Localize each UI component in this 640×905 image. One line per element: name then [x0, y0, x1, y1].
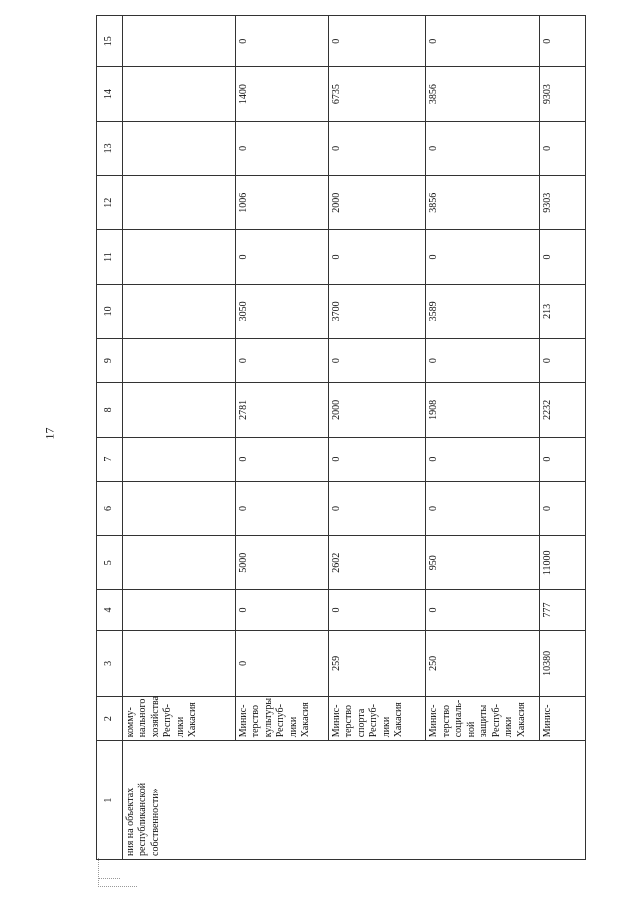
value-cell: 0: [426, 338, 539, 382]
column-header: 11: [97, 230, 123, 284]
value-cell: [122, 67, 235, 121]
value-cell: 0: [426, 16, 539, 67]
table-header-row: [97, 16, 123, 860]
value-cell: [122, 338, 235, 382]
column-header: 14: [97, 67, 123, 121]
column-header: 9: [97, 338, 123, 382]
value-cell: 3856: [426, 67, 539, 121]
executor-cell: комму- нального хозяйства Респуб- лики Хакасия: [122, 697, 235, 741]
value-cell: [122, 284, 235, 338]
page-number: 17: [42, 427, 57, 440]
value-cell: 1006: [235, 176, 328, 230]
value-cell: 0: [328, 230, 426, 284]
value-cell: 0: [426, 437, 539, 481]
table-row: [328, 16, 426, 860]
value-cell: 2781: [235, 383, 328, 437]
value-cell: 777: [539, 590, 585, 630]
value-cell: 0: [328, 338, 426, 382]
value-cell: 0: [328, 16, 426, 67]
table-row: [122, 16, 235, 860]
value-cell: [122, 383, 235, 437]
value-cell: [122, 536, 235, 590]
column-header: 8: [97, 383, 123, 437]
value-cell: 0: [539, 437, 585, 481]
value-cell: [122, 481, 235, 535]
column-header: 10: [97, 284, 123, 338]
value-cell: 0: [539, 230, 585, 284]
executor-cell: Минис-: [539, 697, 585, 741]
column-header: 1: [97, 741, 123, 860]
value-cell: 0: [539, 16, 585, 67]
column-header: 12: [97, 176, 123, 230]
value-cell: [122, 437, 235, 481]
value-cell: 0: [328, 121, 426, 175]
value-cell: 2000: [328, 176, 426, 230]
column-header: 2: [97, 697, 123, 741]
value-cell: 950: [426, 536, 539, 590]
value-cell: 259: [328, 630, 426, 696]
value-cell: 0: [235, 338, 328, 382]
column-header: 5: [97, 536, 123, 590]
value-cell: [122, 590, 235, 630]
value-cell: 0: [426, 481, 539, 535]
value-cell: 3050: [235, 284, 328, 338]
value-cell: [122, 16, 235, 67]
value-cell: 1400: [235, 67, 328, 121]
value-cell: 1908: [426, 383, 539, 437]
executor-cell: Минис- терство культуры Респуб- лики Хакасия: [235, 697, 328, 741]
value-cell: [122, 176, 235, 230]
value-cell: [122, 230, 235, 284]
column-header: 7: [97, 437, 123, 481]
table-row: [235, 16, 328, 860]
value-cell: 0: [539, 481, 585, 535]
value-cell: 0: [235, 630, 328, 696]
page-edge-marker: [98, 878, 120, 889]
value-cell: 250: [426, 630, 539, 696]
value-cell: 3589: [426, 284, 539, 338]
value-cell: 3700: [328, 284, 426, 338]
value-cell: 9303: [539, 176, 585, 230]
column-header: 13: [97, 121, 123, 175]
column-header: 6: [97, 481, 123, 535]
rotated-table-container: [96, 15, 586, 860]
program-name-cell: ния на объектах республиканской собственности»: [122, 741, 585, 860]
table-row: [426, 16, 539, 860]
value-cell: 0: [328, 437, 426, 481]
value-cell: 0: [539, 121, 585, 175]
value-cell: 10380: [539, 630, 585, 696]
value-cell: 9303: [539, 67, 585, 121]
value-cell: 0: [235, 121, 328, 175]
column-header: 4: [97, 590, 123, 630]
value-cell: [122, 630, 235, 696]
value-cell: 2232: [539, 383, 585, 437]
value-cell: 213: [539, 284, 585, 338]
value-cell: [122, 121, 235, 175]
value-cell: 0: [235, 590, 328, 630]
value-cell: 0: [426, 230, 539, 284]
value-cell: 0: [426, 121, 539, 175]
value-cell: 0: [328, 590, 426, 630]
value-cell: 6735: [328, 67, 426, 121]
executor-cell: Минис- терство спорта Респуб- лики Хакасия: [328, 697, 426, 741]
value-cell: 0: [235, 481, 328, 535]
value-cell: 0: [235, 437, 328, 481]
value-cell: 2000: [328, 383, 426, 437]
value-cell: 5000: [235, 536, 328, 590]
data-table: [96, 15, 586, 860]
value-cell: 11000: [539, 536, 585, 590]
value-cell: 0: [539, 338, 585, 382]
column-header: 15: [97, 16, 123, 67]
executor-cell: Минис- терство социаль- ной защиты Респуб- лики Хакасия: [426, 697, 539, 741]
value-cell: 0: [426, 590, 539, 630]
value-cell: 0: [328, 481, 426, 535]
value-cell: 3856: [426, 176, 539, 230]
value-cell: 0: [235, 16, 328, 67]
value-cell: 2602: [328, 536, 426, 590]
table-row: [539, 16, 585, 860]
column-header: 3: [97, 630, 123, 696]
value-cell: 0: [235, 230, 328, 284]
